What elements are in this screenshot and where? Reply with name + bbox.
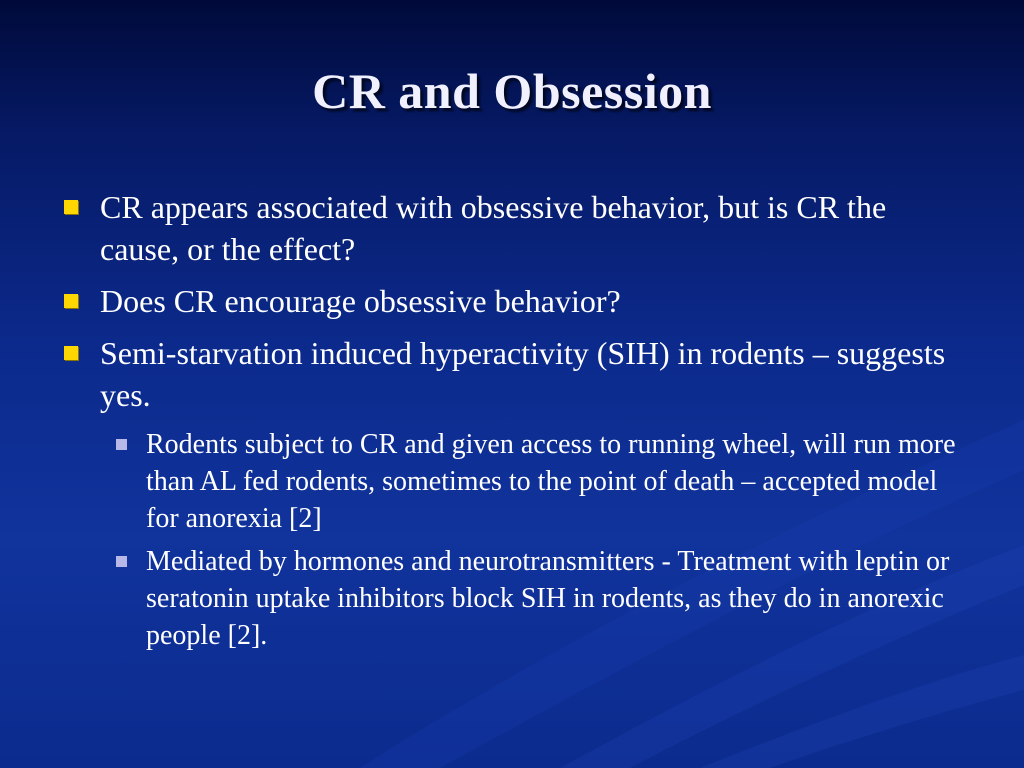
square-sub-bullet-icon: [116, 556, 127, 567]
slide-title: CR and Obsession: [312, 63, 712, 119]
bullet-list: [60, 186, 960, 660]
sub-bullet-text: Rodents subject to CR and given access to running wheel, will run more than AL fed rodents, sometimes to the point of death – accepted model for anorexia [2]: [146, 429, 956, 534]
square-bullet-icon: [64, 346, 78, 360]
bullet-item: [60, 332, 960, 416]
bullet-item: [60, 280, 960, 322]
bullet-text: CR appears associated with obsessive behavior, but is CR the cause, or the effect?: [100, 189, 887, 267]
sub-bullet-item: [106, 426, 960, 537]
square-sub-bullet-icon: [116, 439, 127, 450]
bullet-item: [60, 186, 960, 270]
square-bullet-icon: [64, 200, 78, 214]
square-bullet-icon: [64, 294, 78, 308]
bullet-text: Semi-starvation induced hyperactivity (SIH) in rodents – suggests yes.: [100, 335, 946, 413]
sub-bullet-item: [106, 543, 960, 654]
bullet-text: Does CR encourage obsessive behavior?: [100, 283, 621, 319]
sub-bullet-text: Mediated by hormones and neurotransmitters - Treatment with leptin or seratonin uptake inhibitors block SIH in rodents, as they do in anorexic people [2].: [146, 546, 950, 651]
